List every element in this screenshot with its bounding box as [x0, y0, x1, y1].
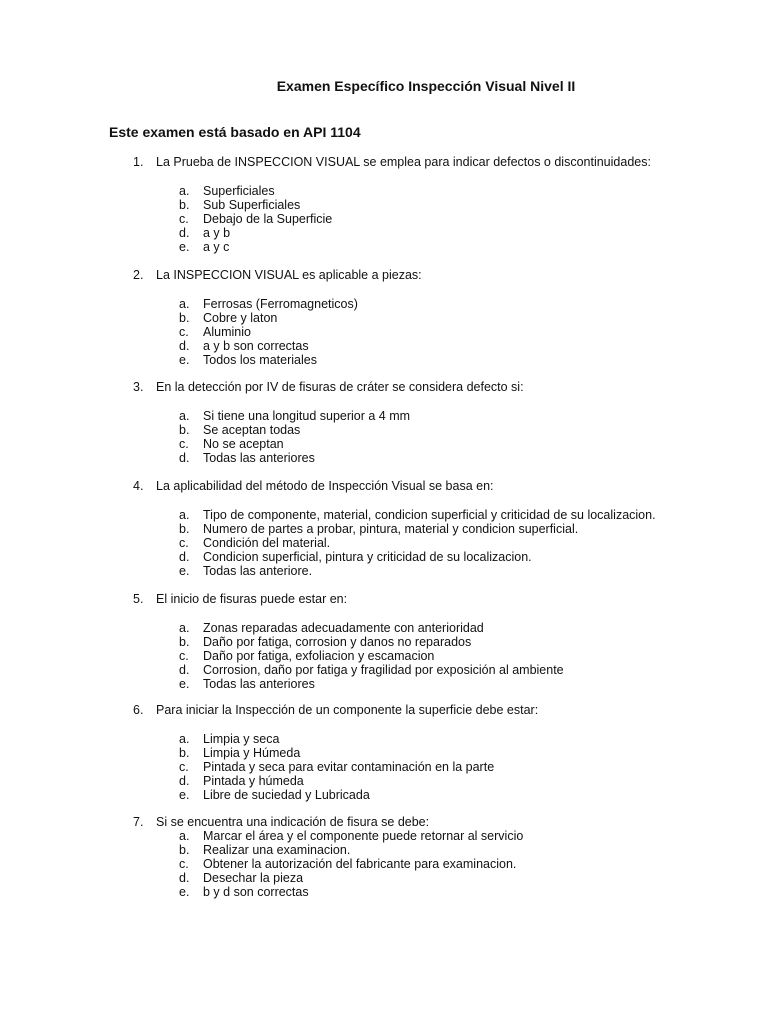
option-letter: b.	[179, 311, 190, 325]
answer-option	[0, 437, 768, 451]
question-text: La aplicabilidad del método de Inspección Visual se basa en:	[156, 479, 494, 493]
answer-option	[0, 325, 768, 339]
answer-option	[0, 885, 768, 899]
question-6	[0, 703, 768, 802]
option-letter: a.	[179, 732, 190, 746]
option-text: Pintada y húmeda	[203, 774, 304, 788]
option-list	[0, 184, 768, 254]
option-list	[0, 829, 768, 899]
answer-option	[0, 760, 768, 774]
option-letter: b.	[179, 746, 190, 760]
option-text: No se aceptan	[203, 437, 284, 451]
answer-option	[0, 311, 768, 325]
option-text: Ferrosas (Ferromagneticos)	[203, 297, 358, 311]
option-text: Pintada y seca para evitar contaminación en la parte	[203, 760, 495, 774]
answer-option	[0, 522, 768, 536]
option-letter: a.	[179, 409, 190, 423]
question-stem	[0, 155, 768, 169]
option-letter: a.	[179, 184, 190, 198]
question-text: Si se encuentra una indicación de fisura se debe:	[156, 815, 430, 829]
answer-option	[0, 774, 768, 788]
option-text: Daño por fatiga, corrosion y danos no reparados	[203, 635, 472, 649]
question-2	[0, 268, 768, 367]
option-text: Tipo de componente, material, condicion superficial y criticidad de su localizacion.	[203, 508, 656, 522]
option-letter: c.	[179, 857, 189, 871]
question-text: En la detección por IV de fisuras de cráter se considera defecto si:	[156, 380, 524, 394]
option-list	[0, 297, 768, 367]
option-letter: a.	[179, 508, 190, 522]
option-letter: b.	[179, 635, 190, 649]
option-text: Condicion superficial, pintura y criticidad de su localizacion.	[203, 550, 532, 564]
answer-option	[0, 871, 768, 885]
answer-option	[0, 198, 768, 212]
question-number: 5.	[133, 592, 144, 606]
option-text: Realizar una examinacion.	[203, 843, 351, 857]
option-text: Se aceptan todas	[203, 423, 301, 437]
option-text: b y d son correctas	[203, 885, 309, 899]
question-number: 1.	[133, 155, 144, 169]
answer-option	[0, 451, 768, 465]
option-text: Todos los materiales	[203, 353, 317, 367]
option-text: Superficiales	[203, 184, 275, 198]
option-letter: a.	[179, 297, 190, 311]
option-letter: e.	[179, 353, 190, 367]
answer-option	[0, 649, 768, 663]
question-stem	[0, 268, 768, 282]
question-number: 2.	[133, 268, 144, 282]
option-letter: e.	[179, 240, 190, 254]
option-text: Limpia y seca	[203, 732, 280, 746]
answer-option	[0, 663, 768, 677]
answer-option	[0, 353, 768, 367]
question-text: La Prueba de INSPECCION VISUAL se emplea para indicar defectos o discontinuidades:	[156, 155, 651, 169]
option-text: Aluminio	[203, 325, 251, 339]
option-letter: c.	[179, 760, 189, 774]
answer-option	[0, 423, 768, 437]
option-text: Si tiene una longitud superior a 4 mm	[203, 409, 411, 423]
question-number: 6.	[133, 703, 144, 717]
option-text: a y c	[203, 240, 230, 254]
option-list	[0, 508, 768, 578]
option-text: a y b	[203, 226, 231, 240]
answer-option	[0, 788, 768, 802]
answer-option	[0, 746, 768, 760]
option-text: Zonas reparadas adecuadamente con anterioridad	[203, 621, 484, 635]
option-text: Todas las anteriores	[203, 451, 315, 465]
question-stem	[0, 815, 768, 829]
option-letter: c.	[179, 536, 189, 550]
answer-option	[0, 621, 768, 635]
question-stem	[0, 380, 768, 394]
answer-option	[0, 240, 768, 254]
question-3	[0, 380, 768, 465]
option-text: Daño por fatiga, exfoliacion y escamacion	[203, 649, 435, 663]
option-letter: b.	[179, 423, 190, 437]
answer-option	[0, 677, 768, 691]
option-text: a y b son correctas	[203, 339, 309, 353]
option-text: Desechar la pieza	[203, 871, 304, 885]
option-list	[0, 732, 768, 802]
option-text: Numero de partes a probar, pintura, material y condicion superficial.	[203, 522, 579, 536]
option-text: Debajo de la Superficie	[203, 212, 333, 226]
answer-option	[0, 829, 768, 843]
answer-option	[0, 635, 768, 649]
option-text: Obtener la autorización del fabricante para examinacion.	[203, 857, 517, 871]
option-letter: e.	[179, 885, 190, 899]
exam-title: Examen Específico Inspección Visual Nivel II	[276, 78, 576, 94]
answer-option	[0, 212, 768, 226]
question-stem	[0, 592, 768, 606]
option-letter: b.	[179, 522, 190, 536]
question-stem	[0, 479, 768, 493]
exam-subtitle: Este examen está basado en API 1104	[109, 124, 361, 140]
option-letter: c.	[179, 649, 189, 663]
option-letter: e.	[179, 564, 190, 578]
answer-option	[0, 409, 768, 423]
question-text: El inicio de fisuras puede estar en:	[156, 592, 348, 606]
answer-option	[0, 297, 768, 311]
option-letter: d.	[179, 663, 190, 677]
option-letter: e.	[179, 677, 190, 691]
option-letter: c.	[179, 212, 189, 226]
answer-option	[0, 339, 768, 353]
option-text: Condición del material.	[203, 536, 331, 550]
option-letter: c.	[179, 325, 189, 339]
question-number: 3.	[133, 380, 144, 394]
answer-option	[0, 508, 768, 522]
option-letter: d.	[179, 871, 190, 885]
question-number: 4.	[133, 479, 144, 493]
option-letter: d.	[179, 339, 190, 353]
question-5	[0, 592, 768, 691]
option-letter: e.	[179, 788, 190, 802]
question-7	[0, 815, 768, 899]
option-list	[0, 621, 768, 691]
option-text: Todas las anteriores	[203, 677, 315, 691]
option-text: Libre de suciedad y Lubricada	[203, 788, 370, 802]
answer-option	[0, 184, 768, 198]
option-letter: d.	[179, 226, 190, 240]
question-number: 7.	[133, 815, 144, 829]
option-text: Todas las anteriore.	[203, 564, 313, 578]
answer-option	[0, 226, 768, 240]
option-letter: a.	[179, 621, 190, 635]
option-text: Sub Superficiales	[203, 198, 301, 212]
question-text: Para iniciar la Inspección de un componente la superficie debe estar:	[156, 703, 539, 717]
question-4	[0, 479, 768, 578]
option-letter: b.	[179, 843, 190, 857]
question-stem	[0, 703, 768, 717]
option-text: Marcar el área y el componente puede retornar al servicio	[203, 829, 524, 843]
answer-option	[0, 732, 768, 746]
option-letter: c.	[179, 437, 189, 451]
question-text: La INSPECCION VISUAL es aplicable a piezas:	[156, 268, 422, 282]
option-letter: d.	[179, 774, 190, 788]
option-text: Cobre y laton	[203, 311, 278, 325]
option-letter: d.	[179, 550, 190, 564]
option-list	[0, 409, 768, 465]
option-letter: d.	[179, 451, 190, 465]
answer-option	[0, 843, 768, 857]
option-letter: a.	[179, 829, 190, 843]
answer-option	[0, 536, 768, 550]
question-1	[0, 155, 768, 254]
option-text: Corrosion, daño por fatiga y fragilidad por exposición al ambiente	[203, 663, 564, 677]
option-text: Limpia y Húmeda	[203, 746, 301, 760]
option-letter: b.	[179, 198, 190, 212]
answer-option	[0, 564, 768, 578]
answer-option	[0, 550, 768, 564]
answer-option	[0, 857, 768, 871]
